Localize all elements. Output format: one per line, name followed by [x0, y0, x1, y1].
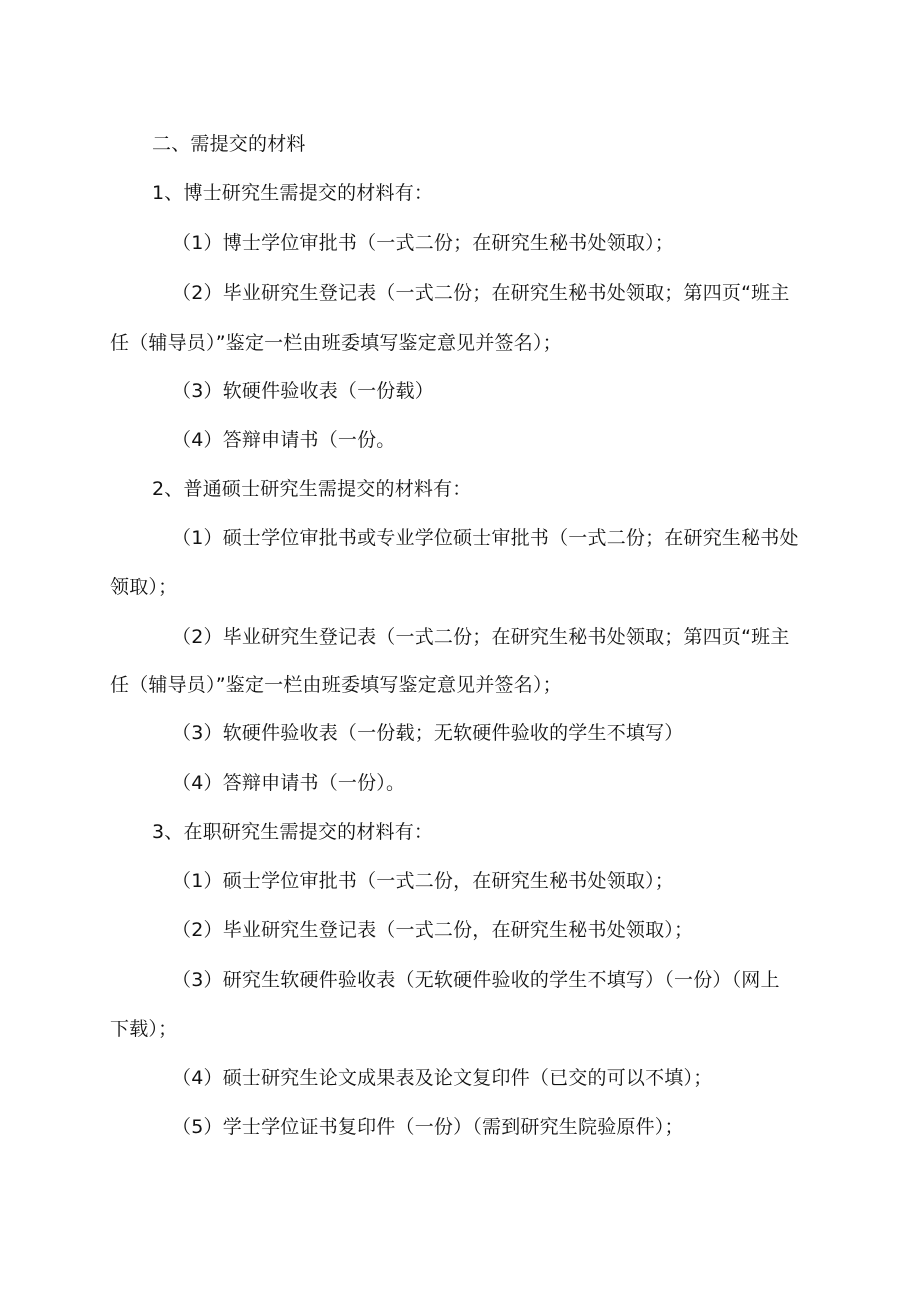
list-item-continuation: 任（辅导员）”鉴定一栏由班委填写鉴定意见并签名）；: [110, 332, 562, 354]
list-item-continuation: 下载）；: [110, 1018, 178, 1040]
list-item-continuation: 领取）；: [110, 576, 178, 598]
list-item: （4）硕士研究生论文成果表及论文复印件（已交的可以不填）；: [172, 1067, 713, 1089]
list-item: （4）答辩申请书（一份。: [172, 429, 396, 451]
subsection-title-in-service: 3、在职研究生需提交的材料有：: [152, 821, 434, 843]
list-item-continuation: 任（辅导员）”鉴定一栏由班委填写鉴定意见并签名）；: [110, 674, 562, 696]
subsection-title-doctoral: 1、博士研究生需提交的材料有：: [152, 182, 434, 204]
list-item: （1）硕士学位审批书或专业学位硕士审批书（一式二份；在研究生秘书处: [172, 527, 799, 549]
list-item: （4）答辩申请书（一份）。: [172, 772, 406, 794]
subsection-title-masters: 2、普通硕士研究生需提交的材料有：: [152, 478, 472, 500]
section-heading: 二、需提交的材料: [152, 133, 306, 155]
list-item: （2）毕业研究生登记表（一式二份；在研究生秘书处领取；第四页“班主: [172, 626, 790, 648]
list-item: （1）硕士学位审批书（一式二份，在研究生秘书处领取）；: [172, 870, 674, 892]
list-item: （3）研究生软硬件验收表（无软硬件验收的学生不填写）（一份）（网上: [172, 969, 780, 991]
list-item: （5）学士学位证书复印件（一份）（需到研究生院验原件）；: [172, 1116, 684, 1138]
list-item: （1）博士学位审批书（一式二份；在研究生秘书处领取）；: [172, 232, 674, 254]
list-item: （2）毕业研究生登记表（一式二份；在研究生秘书处领取；第四页“班主: [172, 282, 790, 304]
list-item: （3）软硬件验收表（一份载；无软硬件验收的学生不填写）: [172, 722, 684, 744]
list-item: （2）毕业研究生登记表（一式二份，在研究生秘书处领取）；: [172, 919, 694, 941]
list-item: （3）软硬件验收表（一份载）: [172, 380, 434, 402]
